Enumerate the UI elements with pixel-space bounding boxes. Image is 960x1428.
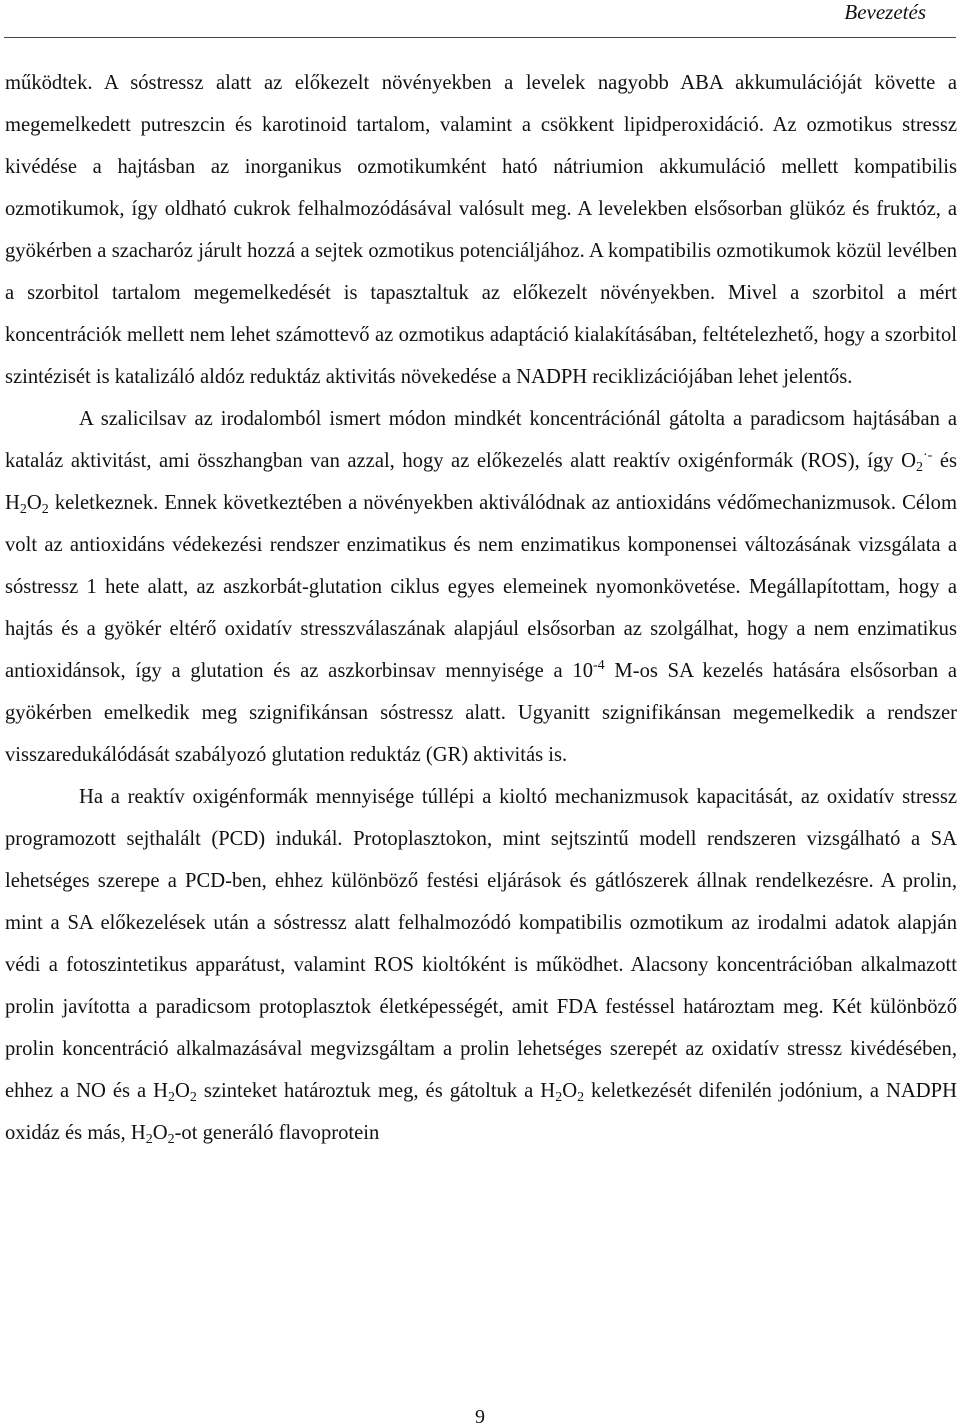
text-run: O <box>152 1122 168 1144</box>
text-run: keletkezését difenilén jodónium, a NADPH oxidáz és más, H <box>5 1080 957 1144</box>
subscript: 2 <box>145 1132 153 1147</box>
subscript: 2 <box>167 1132 175 1147</box>
subscript: 2 <box>41 502 49 517</box>
text-run: M-os SA kezelés hatására elsősorban a gyökérben emelkedik meg szignifikánsan sóstressz alatt. Ugyanitt szignifikánsan megemelkedik a rendszer visszaredukálódását szabályozó glutation reduktáz (GR) aktivitás is. <box>5 660 957 766</box>
page-number: 9 <box>475 1406 485 1428</box>
text-run: Ha a reaktív oxigénformák mennyisége túllépi a kioltó mechanizmusok kapacitását, az oxidatív stressz programozott sejthalált (PCD) indukál. Protoplasztokon, mint sejtszintű modell rendszeren vizsgálható a SA lehetséges szerepe a PCD-ben, ehhez különböző festési eljárások és gátlószerek állnak rendelkezésre. A prolin, mint a SA előkezelések után a sóstressz alatt felhalmozódó kompatibilis ozmotikum az irodalmi adatok alapján védi a fotoszintetikus apparátust, valamint ROS kioltóként is működhet. Alacsony koncentrációban alkalmazott prolin javította a paradicsom protoplasztok életképességét, amit FDA festéssel határoztam meg. Két különböző prolin koncentráció alkalmazásával megvizsgáltam a prolin lehetséges szerepét az oxidatív stressz kivédésében, ehhez a NO és a H <box>5 786 957 1102</box>
text-run: -ot generáló flavoprotein <box>174 1122 380 1144</box>
paragraph-1 <box>5 62 957 398</box>
text-run: O <box>26 492 42 514</box>
subscript: 2 <box>19 502 27 517</box>
header-divider <box>4 37 956 38</box>
text-run: keletkeznek. Ennek következtében a növényekben aktiválódnak az antioxidáns védőmechanizmusok. Célom volt az antioxidáns védekezési rendszer enzimatikus és nem enzimatikus komponensei változásának vizsgálata a sóstressz 1 hete alatt, az aszkorbát-glutation ciklus egyes elemeinek nyomonkövetése. Megállapítottam, hogy a hajtás és a gyökér eltérő oxidatív stresszválaszának alapjául elsősorban az szolgálhat, hogy a nem enzimatikus antioxidánsok, így a glutation és az aszkorbinsav mennyisége a 10 <box>5 492 957 682</box>
body-text <box>5 62 957 1154</box>
paragraph-3 <box>5 776 957 1154</box>
page-header <box>0 0 960 40</box>
paragraph-2 <box>5 398 957 776</box>
subscript: 2 <box>916 460 923 475</box>
subscript: 2 <box>168 1090 176 1105</box>
subscript: 2 <box>189 1090 197 1105</box>
text-run: működtek. A sóstressz alatt az előkezelt növényekben a levelek nagyobb ABA akkumulációját követte a megemelkedett putreszcin és karotinoid tartalom, valamint a csökkent lipidperoxidáció. Az ozmotikus stressz kivédése a hajtásban az inorganikus ozmotikumként ható nátriumion akkumuláció mellett kompatibilis ozmotikumok, így oldható cukrok felhalmozódásával valósult meg. A levelekben elsősorban glükóz és fruktóz, a gyökérben a szacharóz járult hozzá a sejtek ozmotikus potenciáljához. A kompatibilis ozmotikumok közül levélben a szorbitol tartalom megemelkedését is tapasztaltuk az előkezelt növényekben. Mivel a szorbitol a mért koncentrációk mellett nem lehet számottevő az ozmotikus adaptáció kialakításában, feltételezhető, hogy a szorbitol szintézisét is katalizáló aldóz reduktáz aktivitás növekedése a NADPH reciklizációjában lehet jelentős. <box>5 72 957 388</box>
text-run: szinteket határoztuk meg, és gátoltuk a H <box>196 1080 556 1102</box>
subscript: 2 <box>555 1090 563 1105</box>
text-run: és H <box>5 450 958 514</box>
text-run: O <box>562 1080 578 1102</box>
superscript: -4 <box>593 658 605 673</box>
subscript: 2 <box>577 1090 585 1105</box>
running-head-title: Bevezetés <box>844 0 926 24</box>
text-run: O <box>175 1080 190 1102</box>
superscript: ·- <box>923 448 933 463</box>
text-run: A szalicilsav az irodalomból ismert módon mindkét koncentrációnál gátolta a paradicsom hajtásában a kataláz aktivitást, ami összhangban van azzal, hogy az előkezelés alatt reaktív oxigénformák (ROS), így O <box>5 408 957 472</box>
